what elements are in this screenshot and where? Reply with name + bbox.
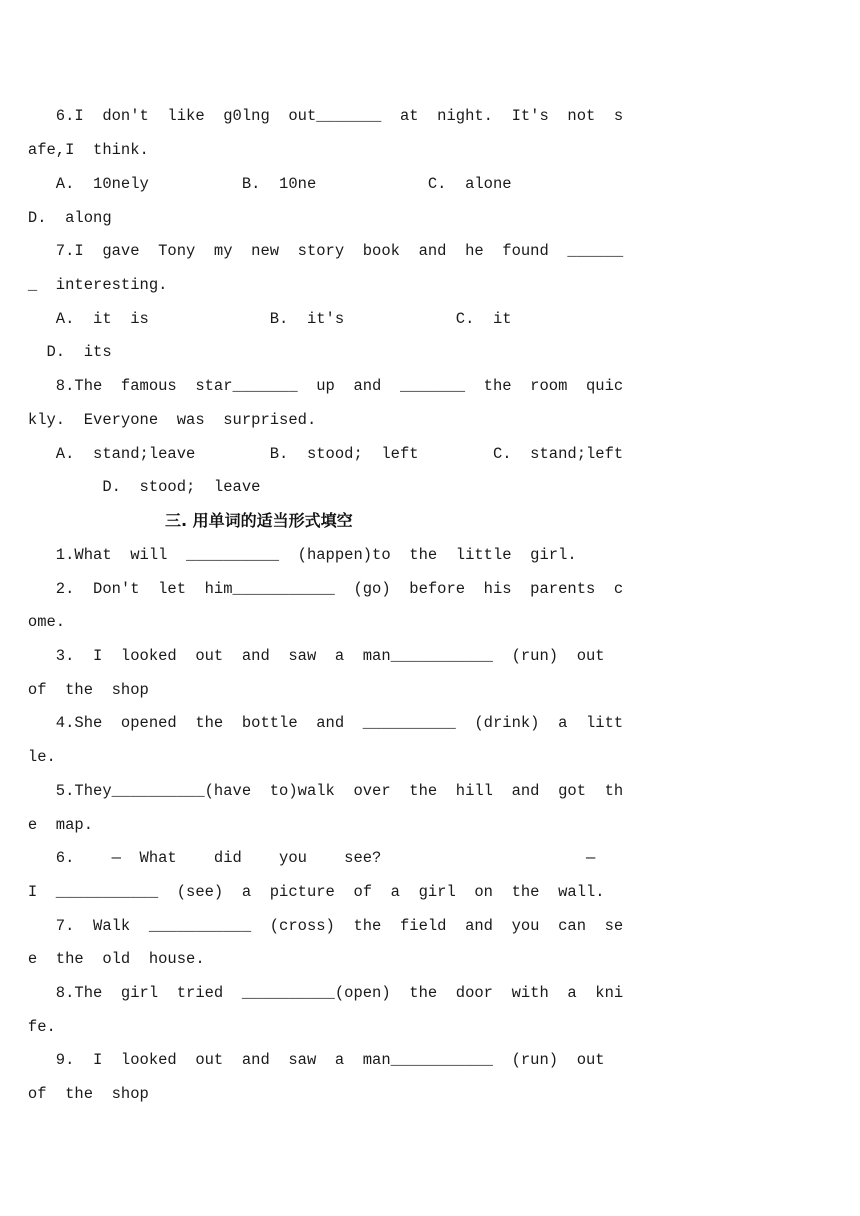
fill-question-5-line-2: e map. [0, 816, 94, 834]
fill-question-2-line-2: ome. [0, 613, 66, 631]
fill-question-4-line-1: 4.She opened the bottle and __________ (drink) a litt [0, 714, 624, 732]
question-7-options-line-1: A. it is B. it's C. it [0, 310, 512, 328]
fill-question-6-line-1: 6. — What did you see? — [0, 849, 596, 867]
question-7-options-line-2: D. its [0, 343, 112, 361]
fill-question-5-line-1: 5.They__________(have to)walk over the hill and got th [0, 782, 624, 800]
question-6-line-1: 6.I don't like g0lng out_______ at night. It's not s [0, 107, 624, 125]
fill-question-9-line-2: of the shop [0, 1085, 149, 1103]
question-8-line-1: 8.The famous star_______ up and _______ the room quic [0, 377, 624, 395]
fill-question-3-line-2: of the shop [0, 681, 149, 699]
section-heading: 三. 用单词的适当形式填空 [165, 511, 353, 530]
fill-question-1: 1.What will __________ (happen)to the little girl. [0, 546, 577, 564]
fill-question-6-line-2: I ___________ (see) a picture of a girl on the wall. [0, 883, 605, 901]
question-7-line-1: 7.I gave Tony my new story book and he found ______ [0, 242, 624, 260]
question-8-options-line-2: D. stood; leave [0, 478, 261, 496]
fill-question-7-line-2: e the old house. [0, 950, 205, 968]
fill-question-8-line-1: 8.The girl tried __________(open) the door with a kni [0, 984, 624, 1002]
question-8-line-2: kly. Everyone was surprised. [0, 411, 317, 429]
fill-question-9-line-1: 9. I looked out and saw a man___________ (run) out [0, 1051, 605, 1069]
fill-question-3-line-1: 3. I looked out and saw a man___________ (run) out [0, 647, 605, 665]
question-8-options-line-1: A. stand;leave B. stood; left C. stand;left [0, 445, 624, 463]
fill-question-2-line-1: 2. Don't let him___________ (go) before his parents c [0, 580, 624, 598]
question-6-options-line-2: D. along [0, 209, 112, 227]
fill-question-7-line-1: 7. Walk ___________ (cross) the field and you can se [0, 917, 624, 935]
question-6-options-line-1: A. 10nely B. 10ne C. alone [0, 175, 512, 193]
fill-question-8-line-2: fe. [0, 1018, 56, 1036]
question-6-line-2: afe,I think. [0, 141, 149, 159]
fill-question-4-line-2: le. [0, 748, 56, 766]
question-7-line-2: _ interesting. [0, 276, 168, 294]
